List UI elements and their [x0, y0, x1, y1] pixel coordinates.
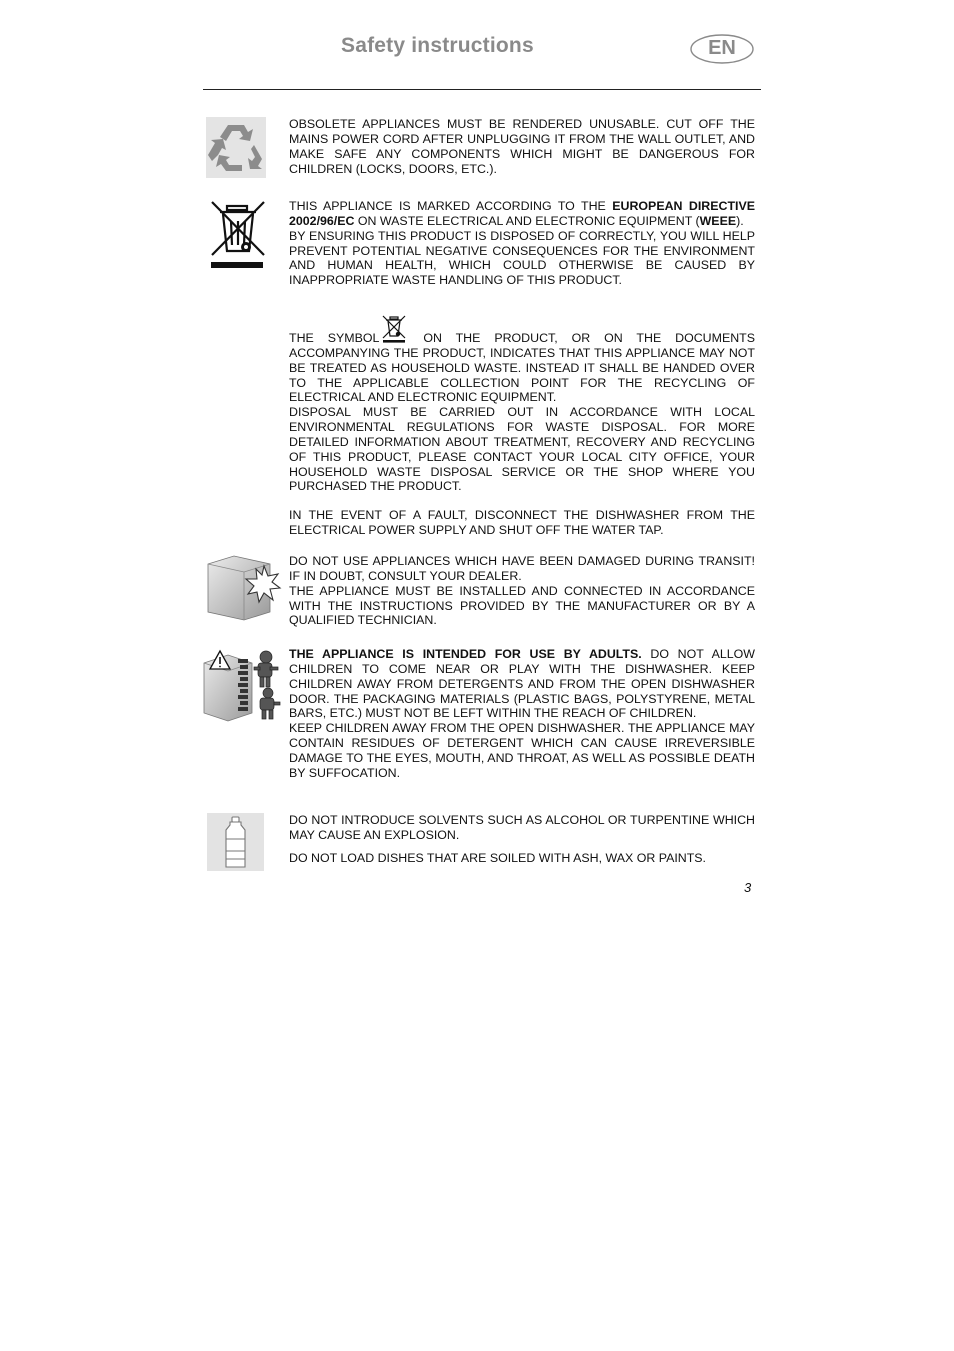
damaged-appliance-text [289, 554, 755, 628]
recycle-icon [206, 117, 266, 178]
weee-abbreviation: WEEE [699, 213, 737, 228]
language-badge-label: EN [708, 37, 736, 59]
installation-paragraph: THE APPLIANCE MUST BE INSTALLED AND CONNECTED IN ACCORDANCE WITH THE INSTRUCTIONS PROVIDED BY THE MANUFACTURER OR BY A QUALIFIED TECHNICIAN. [289, 583, 755, 628]
solvent-bottle-icon [207, 813, 264, 871]
directive-reference: EUROPEAN DIRECTIVE 2002/96/EC [289, 199, 756, 228]
solvents-paragraph: DO NOT INTRODUCE SOLVENTS SUCH AS ALCOHOL OR TURPENTINE WHICH MAY CAUSE AN EXPLOSION. [289, 813, 755, 842]
soiled-dishes-paragraph: DO NOT LOAD DISHES THAT ARE SOILED WITH ASH, WAX OR PAINTS. [289, 851, 706, 866]
language-badge [690, 34, 754, 64]
fault-disconnect-text: IN THE EVENT OF A FAULT, DISCONNECT THE DISHWASHER FROM THE ELECTRICAL POWER SUPPLY AND SHUT OFF THE WATER TAP. [289, 508, 755, 537]
weee-disposal-benefit: BY ENSURING THIS PRODUCT IS DISPOSED OF CORRECTLY, YOU WILL HELP PREVENT POTENTIAL NEGATIVE CONSEQUENCES FOR THE ENVIRONMENT AND HUMAN HEALTH, WHICH COULD OTHERWISE BE CAUSED BY INAPPROPRIATE WASTE HANDLING OF THIS PRODUCT. [289, 228, 755, 288]
disposal-regulations-paragraph: DISPOSAL MUST BE CARRIED OUT IN ACCORDANCE WITH LOCAL ENVIRONMENTAL REGULATIONS FOR WASTE DISPOSAL. FOR MORE DETAILED INFORMATION ABOUT TREATMENT, RECOVERY AND RECYCLING OF THIS PRODUCT, PLEASE CONTACT YOUR LOCAL CITY OFFICE, YOUR HOUSEHOLD WASTE DISPOSAL SERVICE OR THE SHOP WHERE YOU PURCHASED THE PRODUCT. [289, 405, 755, 494]
transit-damage-paragraph: DO NOT USE APPLIANCES WHICH HAVE BEEN DAMAGED DURING TRANSIT! IF IN DOUBT, CONSULT YOUR DEALER. [289, 554, 755, 583]
children-warning-icon [202, 647, 282, 723]
page-title: Safety instructions [341, 34, 534, 57]
header-divider [203, 89, 761, 90]
weee-symbol-text [289, 328, 755, 494]
crossed-out-bin-icon [209, 199, 267, 270]
adults-only-statement: THE APPLIANCE IS INTENDED FOR USE BY ADULTS. [289, 647, 642, 661]
obsolete-appliances-text: OBSOLETE APPLIANCES MUST BE RENDERED UNUSABLE. CUT OFF THE MAINS POWER CORD AFTER UNPLUGGING IT FROM THE WALL OUTLET, AND MAKE SAFE ANY COMPONENTS WHICH MIGHT BE DANGEROUS FOR CHILDREN (LOCKS, DOORS, ETC.). [289, 117, 755, 176]
weee-directive-paragraph: THIS APPLIANCE IS MARKED ACCORDING TO THE EUROPEAN DIRECTIVE 2002/96/EC ON WASTE ELECTRICAL AND ELECTRONIC EQUIPMENT (WEEE). [289, 199, 756, 228]
damaged-appliance-icon [206, 554, 282, 622]
weee-symbol-paragraph: THE SYMBOL ON THE PRODUCT, OR ON THE DOCUMENTS ACCOMPANYING THE PRODUCT, INDICATES THAT THIS APPLIANCE MAY NOT BE TREATED AS HOUSEHOLD WASTE. INSTEAD IT SHALL BE HANDED OVER TO THE APPLICABLE COLLECTION POINT FOR THE RECYCLING OF ELECTRICAL AND ELECTRONIC EQUIPMENT. [289, 328, 755, 405]
page-number: 3 [744, 880, 752, 895]
inline-crossed-out-bin-icon [379, 328, 409, 342]
children-warning-text [289, 647, 755, 781]
detergent-residue-paragraph: KEEP CHILDREN AWAY FROM THE OPEN DISHWASHER. THE APPLIANCE MAY CONTAIN RESIDUES OF DETERGENT WHICH CAN CAUSE IRREVERSIBLE DAMAGE TO THE EYES, MOUTH, AND THROAT, AS WELL AS POSSIBLE DEATH BY SUFFOCATION. [289, 721, 755, 780]
weee-directive-text [289, 199, 755, 288]
adults-only-paragraph: THE APPLIANCE IS INTENDED FOR USE BY ADULTS. DO NOT ALLOW CHILDREN TO COME NEAR OR PLAY WITH THE DISHWASHER. KEEP CHILDREN AWAY FROM DETERGENTS AND FROM THE OPEN DISHWASHER DOOR. THE PACKAGING MATERIALS (PLASTIC BAGS, POLYSTYRENE, METAL BARS, ETC.) MUST NOT BE LEFT WITHIN THE REACH OF CHILDREN. [289, 647, 755, 721]
solvents-text [289, 813, 755, 866]
